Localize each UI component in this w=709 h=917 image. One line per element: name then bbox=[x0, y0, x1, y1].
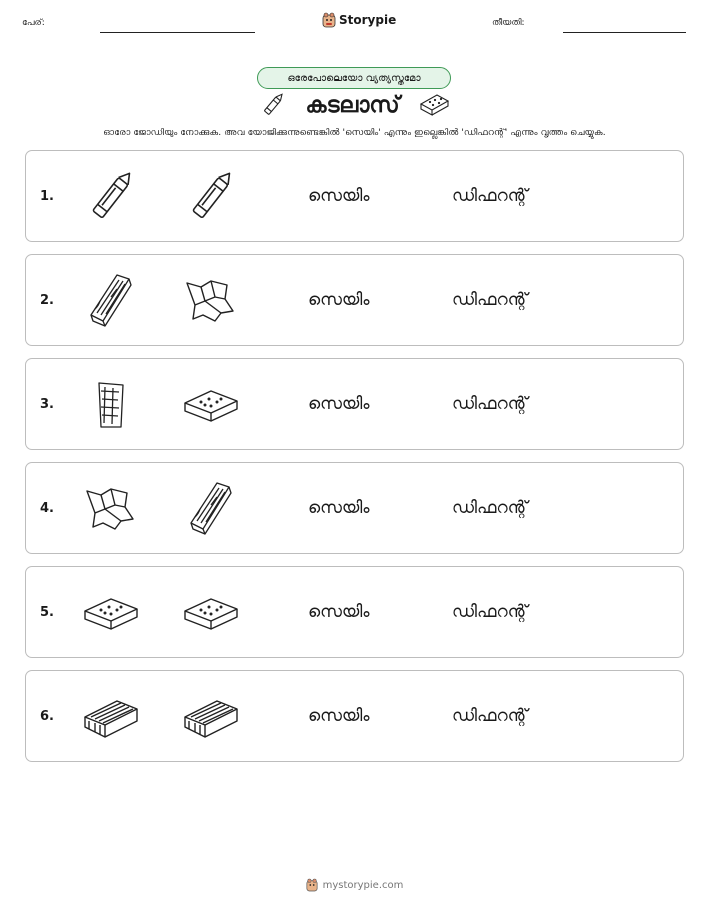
title-row bbox=[0, 88, 709, 122]
paper-sheet-icon bbox=[81, 375, 141, 435]
footer-url[interactable]: mystorypie.com bbox=[322, 879, 404, 891]
eraser-icon bbox=[181, 375, 241, 435]
storypie-logo-icon bbox=[322, 12, 336, 28]
crayon-icon bbox=[181, 167, 241, 227]
wood-block-icon bbox=[181, 687, 241, 747]
same-option[interactable]: സെയിം bbox=[308, 186, 370, 206]
pair-row-4 bbox=[25, 462, 684, 554]
instructions: ഓരോ ജോഡിയും നോക്കുക. അവ യോജിക്കുന്നുണ്ടെങ്കിൽ 'സെയിം' എന്നും ഇല്ലെങ്കിൽ 'ഡിഫറന്റ്' എന്നും വൃത്തം ചെയ്യുക. bbox=[103, 127, 606, 138]
crayon-icon bbox=[81, 167, 141, 227]
row-number: 1. bbox=[40, 188, 54, 204]
different-option[interactable]: ഡിഫറന്റ് bbox=[452, 394, 528, 414]
storypie-logo-icon bbox=[306, 878, 318, 892]
same-option[interactable]: സെയിം bbox=[308, 498, 370, 518]
wood-plank-icon bbox=[181, 479, 241, 539]
same-option[interactable]: സെയിം bbox=[308, 290, 370, 310]
wood-block-icon bbox=[81, 687, 141, 747]
row-number: 4. bbox=[40, 500, 54, 516]
row-number: 6. bbox=[40, 708, 54, 724]
pair-row-6 bbox=[25, 670, 684, 762]
eraser-icon bbox=[418, 91, 450, 119]
wood-plank-icon bbox=[81, 271, 141, 331]
topic-tag: ഒരേപോലെയോ വ്യത്യസ്തമോ bbox=[257, 67, 451, 89]
footer bbox=[0, 878, 709, 892]
different-option[interactable]: ഡിഫറന്റ് bbox=[452, 602, 528, 622]
crumpled-paper-icon bbox=[181, 271, 241, 331]
date-label: തീയതി: bbox=[492, 18, 525, 28]
brand-logo bbox=[322, 12, 396, 28]
brand-name: Storypie bbox=[339, 13, 397, 27]
eraser-icon bbox=[81, 583, 141, 643]
same-option[interactable]: സെയിം bbox=[308, 706, 370, 726]
same-option[interactable]: സെയിം bbox=[308, 602, 370, 622]
row-number: 5. bbox=[40, 604, 54, 620]
pair-row-2 bbox=[25, 254, 684, 346]
pair-row-5 bbox=[25, 566, 684, 658]
pair-row-1 bbox=[25, 150, 684, 242]
row-number: 2. bbox=[40, 292, 54, 308]
different-option[interactable]: ഡിഫറന്റ് bbox=[452, 290, 528, 310]
crumpled-paper-icon bbox=[81, 479, 141, 539]
crayon-icon bbox=[259, 91, 287, 119]
pair-row-3 bbox=[25, 358, 684, 450]
different-option[interactable]: ഡിഫറന്റ് bbox=[452, 186, 528, 206]
eraser-icon bbox=[181, 583, 241, 643]
page-title: കടലാസ് bbox=[305, 92, 400, 118]
date-line bbox=[563, 32, 686, 33]
different-option[interactable]: ഡിഫറന്റ് bbox=[452, 498, 528, 518]
name-label: പേര്: bbox=[22, 18, 45, 28]
row-number: 3. bbox=[40, 396, 54, 412]
name-line bbox=[100, 32, 255, 33]
different-option[interactable]: ഡിഫറന്റ് bbox=[452, 706, 528, 726]
same-option[interactable]: സെയിം bbox=[308, 394, 370, 414]
